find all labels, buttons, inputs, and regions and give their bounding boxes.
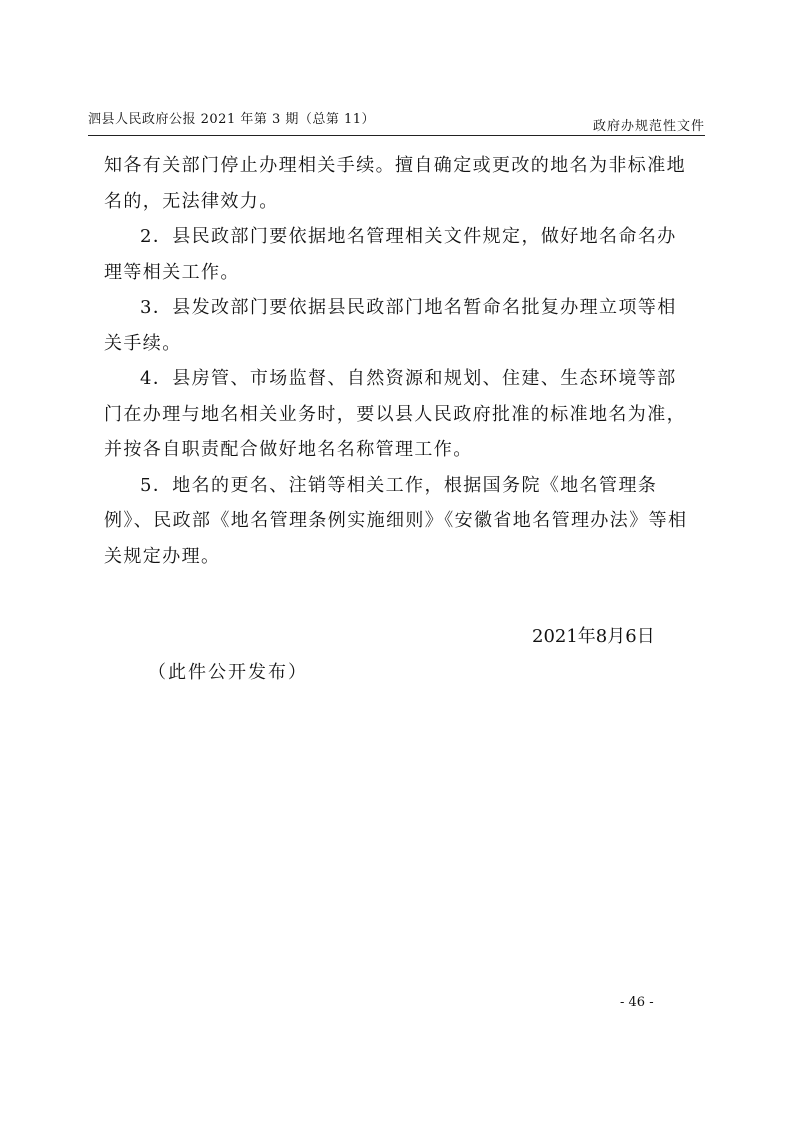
- paragraph-item-2: 2．县民政部门要依据地名管理相关文件规定，做好地名命名办理等相关工作。: [104, 226, 677, 283]
- document-body: [104, 148, 696, 574]
- header-divider: [88, 135, 705, 136]
- paragraph-item-3: 3．县发改部门要依据县民政部门地名暂命名批复办理立项等相关手续。: [104, 297, 677, 354]
- header-publication-title: 泗县人民政府公报 2021 年第 3 期（总第 11）: [88, 112, 376, 127]
- paragraph-item-5: 5．地名的更名、注销等相关工作，根据国务院《地名管理条例》、民政部《地名管理条例实施细则》《安徽省地名管理办法》等相关规定办理。: [104, 474, 688, 567]
- paragraph-item-4: 4．县房管、市场监督、自然资源和规划、住建、生态环境等部门在办理与地名相关业务时，要以县人民政府批准的标准地名为准，并按各自职责配合做好地名名称管理工作。: [104, 368, 686, 460]
- publish-note: （此件公开发布）: [148, 662, 308, 683]
- page-number: - 46 -: [620, 995, 654, 1010]
- paragraph-continuation: 知各有关部门停止办理相关手续。擅自确定或更改的地名为非标准地名的，无法律效力。: [104, 155, 686, 212]
- header-section-label: 政府办规范性文件: [592, 119, 705, 134]
- document-date: 2021年8月6日: [532, 626, 655, 647]
